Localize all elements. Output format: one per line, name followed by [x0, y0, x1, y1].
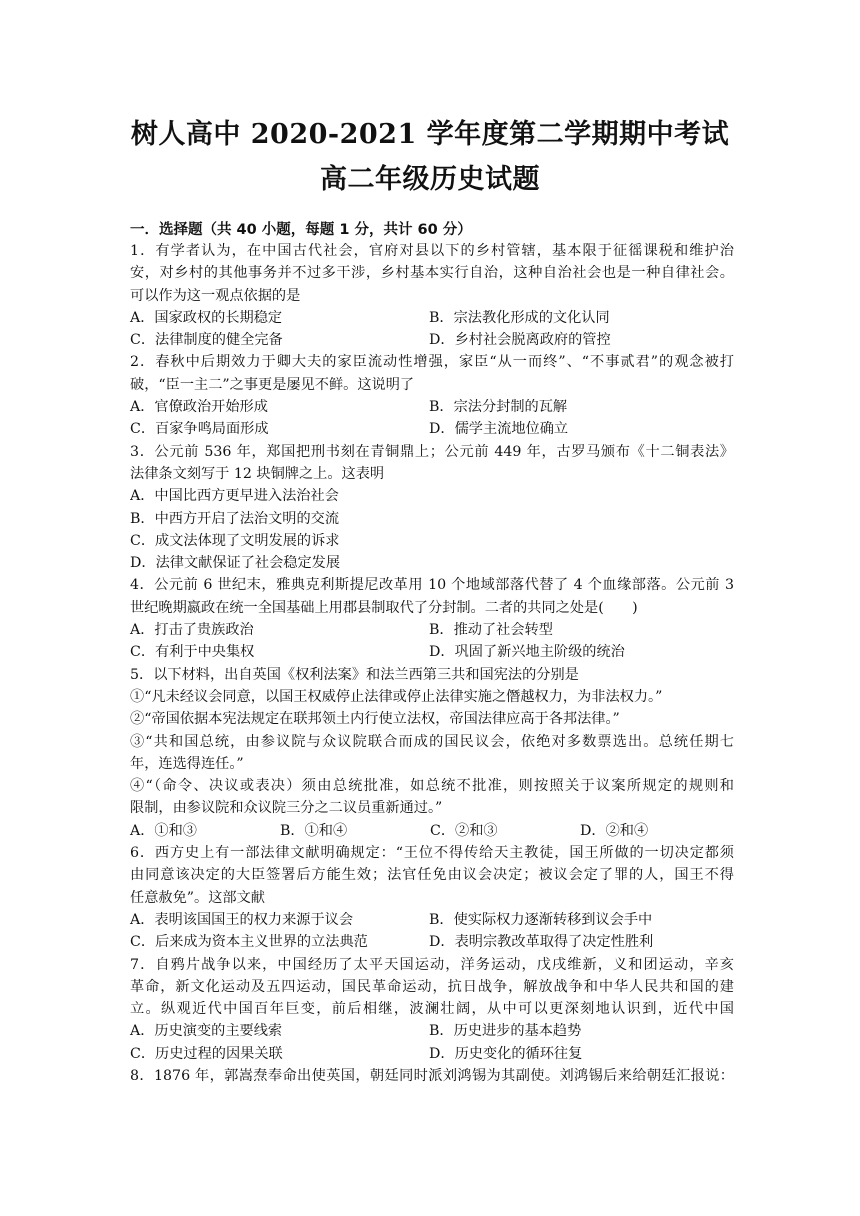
q7-stem-line: 7．自鸦片战争以来，中国经历了太平天国运动，洋务运动，戊戌维新，义和团运动，辛亥: [130, 956, 734, 973]
q7-stem-line: 立。纵观近代中国百年巨变，前后相继，波澜壮阔，从中可以更深刻地认识到，近代中国: [130, 1001, 734, 1018]
q2-options-row: [130, 396, 734, 418]
exam-subtitle: 高二年级历史试题: [320, 164, 540, 195]
q3-option-d: D．法律文献保证了社会稳定发展: [130, 555, 341, 572]
q5-material-1: ①“凡未经议会同意，以国王权威停止法律或停止法律实施之僭越权力，为非法权力。”: [130, 688, 663, 705]
q5-options-row: [130, 820, 734, 842]
q1-option-d: D．乡村社会脱离政府的管控: [429, 332, 611, 349]
q7-option-c: C．历史过程的因果关联: [130, 1045, 283, 1062]
q7-options-row: [130, 1043, 734, 1065]
exam-title: 树人高中 2020-2021 学年度第二学期期中考试: [130, 119, 730, 150]
q1-options-row: [130, 329, 734, 351]
q3-stem-line: 法律条文刻写于 12 块铜牌之上。这表明: [130, 465, 385, 482]
q6-option-d: D．表明宗教改革取得了决定性胜利: [429, 934, 654, 951]
q4-option-a: A．打击了贵族政治: [130, 622, 254, 639]
q6-stem-line: 由同意该决定的大臣签署后方能生效；法官任免由议会决定；被议会定了罪的人，国王不得: [130, 867, 734, 884]
q6-option-c: C．后来成为资本主义世界的立法典范: [130, 934, 368, 951]
q6-stem-line: 6．西方史上有一部法律文献明确规定：“王位不得传给天主教徒，国王所做的一切决定都须: [130, 845, 734, 862]
q1-option-c: C．法律制度的健全完备: [130, 332, 283, 349]
q8-stem-line: 8．1876 年，郭嵩焘奉命出使英国，朝廷同时派刘鸿锡为其副使。刘鸿锡后来给朝廷汇报说：: [130, 1067, 734, 1084]
q3-option-c: C．成文法体现了文明发展的诉求: [130, 532, 340, 549]
q1-stem-line: 安，对乡村的其他事务并不过多干涉，乡村基本实行自治，这种自治社会也是一种自律社会。: [130, 265, 734, 282]
q7-option-b: B．历史进步的基本趋势: [429, 1023, 582, 1040]
q4-stem-line: 4．公元前 6 世纪末，雅典克利斯提尼改革用 10 个地域部落代替了 4 个血缘部落。公元前 3: [130, 577, 734, 594]
q1-stem-line: 可以作为这一观点依据的是: [130, 287, 301, 304]
q6-stem-line: 任意赦免”。这部文献: [130, 889, 265, 906]
q5-material-3: ③“共和国总统，由参议院与众议院联合而成的国民议会，依绝对多数票选出。总统任期七: [130, 733, 734, 750]
q5-material-4-cont: 限制，由参议院和众议院三分之二议员重新通过。”: [130, 800, 443, 817]
q1-stem-line: 1．有学者认为，在中国古代社会，官府对县以下的乡村管辖，基本限于征徭课税和维护治: [130, 243, 734, 259]
q7-stem-line: 革命，新文化运动及五四运动，国民革命运动，抗日战争，解放战争和中华人民共和国的建: [130, 978, 734, 995]
q7-option-d: D．历史变化的循环往复: [429, 1045, 583, 1062]
q2-option-d: D．儒学主流地位确立: [429, 421, 569, 438]
q5-option-a: A．①和③: [130, 822, 197, 839]
q2-stem-line: 破，“臣一主二”之事更是屡见不鲜。这说明了: [130, 376, 415, 393]
q4-options-row: [130, 641, 734, 663]
section-heading: 一．选择题（共 40 小题，每题 1 分，共计 60 分）: [130, 222, 472, 238]
q2-option-c: C．百家争鸣局面形成: [130, 421, 269, 438]
q6-option-b: B．使实际权力逐渐转移到议会手中: [429, 911, 653, 928]
q5-material-3-cont: 年，连选得连任。”: [130, 755, 244, 772]
q2-stem-line: 2．春秋中后期效力于卿大夫的家臣流动性增强，家臣“从一而终”、“不事贰君”的观念被打: [130, 354, 734, 371]
q5-material-4: ④“（命令、决议或表决）须由总统批准，如总统不批准，则按照关于议案所规定的规则和: [130, 778, 734, 795]
q1-option-b: B．宗法教化形成的文化认同: [429, 309, 610, 326]
q2-option-b: B．宗法分封制的瓦解: [429, 399, 568, 416]
q5-material-2: ②“帝国依据本宪法规定在联邦领土内行使立法权，帝国法律应高于各邦法律。”: [130, 711, 620, 728]
q5-option-b: B．①和④: [280, 822, 348, 839]
q1-options-row: [130, 307, 734, 329]
q4-option-b: B．推动了社会转型: [429, 622, 553, 639]
q7-option-a: A．历史演变的主要线索: [130, 1023, 283, 1040]
q4-stem-line: 世纪晚期嬴政在统一全国基础上用郡县制取代了分封制。二者的共同之处是( ): [130, 599, 638, 616]
q5-option-d: D．②和④: [580, 822, 649, 839]
q3-option-a: A．中国比西方更早进入法治社会: [130, 488, 339, 505]
q7-options-row: [130, 1020, 734, 1042]
q4-option-c: C．有利于中央集权: [130, 644, 255, 661]
q3-stem-line: 3．公元前 536 年，郑国把刑书刻在青铜鼎上；公元前 449 年，古罗马颁布《十二铜表法》: [130, 443, 734, 460]
question-list: [130, 240, 734, 1087]
q2-option-a: A．官僚政治开始形成: [130, 399, 268, 416]
q2-options-row: [130, 418, 734, 440]
q5-option-c: C．②和③: [430, 822, 498, 839]
q4-option-d: D．巩固了新兴地主阶级的统治: [429, 644, 625, 661]
q6-options-row: [130, 931, 734, 953]
q3-option-b: B．中西方开启了法治文明的交流: [130, 510, 340, 527]
q6-option-a: A．表明该国国王的权力来源于议会: [130, 911, 354, 928]
q5-stem-line: 5．以下材料，出自英国《权利法案》和法兰西第三共和国宪法的分别是: [130, 666, 579, 683]
q6-options-row: [130, 909, 734, 931]
q1-option-a: A．国家政权的长期稳定: [130, 309, 283, 326]
q4-options-row: [130, 619, 734, 641]
